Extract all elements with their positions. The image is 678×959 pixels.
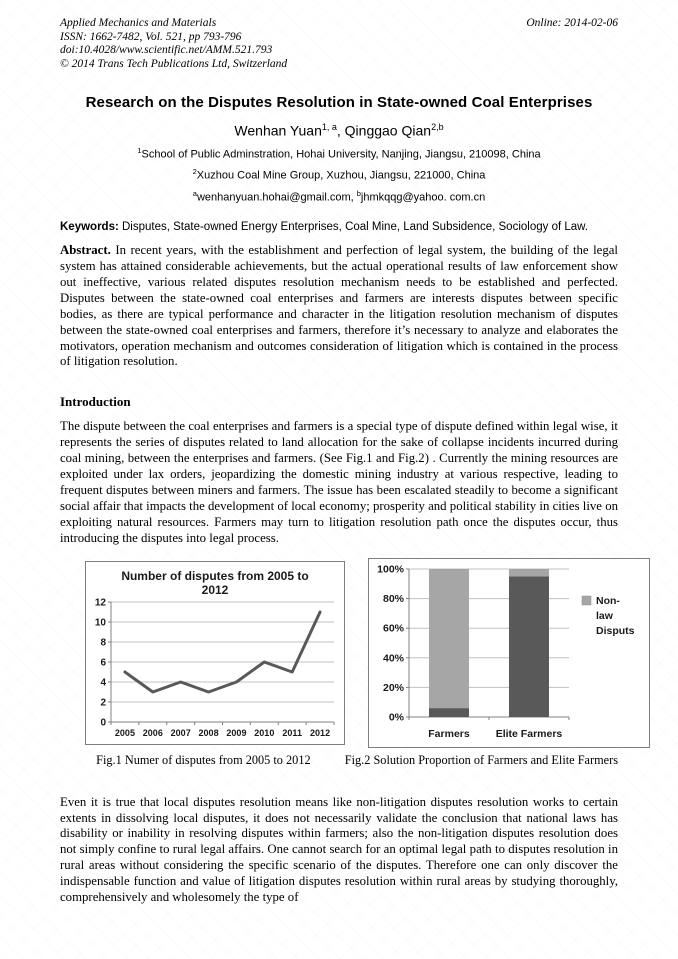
emails-line <box>60 189 618 204</box>
svg-text:10: 10 <box>94 617 106 629</box>
svg-text:2005: 2005 <box>114 727 135 738</box>
svg-text:2011: 2011 <box>282 727 302 738</box>
doi-line: doi:10.4028/www.scientific.net/AMM.521.793 <box>60 44 273 56</box>
svg-text:2010: 2010 <box>254 727 275 738</box>
figures-row <box>85 558 635 748</box>
figure-2-caption: Fig.2 Solution Proportion of Farmers and Elite Farmers <box>344 752 618 767</box>
svg-text:2012: 2012 <box>310 727 331 738</box>
figure-1-plot-area <box>86 597 344 743</box>
figure-1-caption: Fig.1 Numer of disputes from 2005 to 2012 <box>96 752 311 767</box>
affiliation-text: Xuzhou Coal Mine Group, Xuzhou, Jiangsu, 221000, China <box>196 169 486 182</box>
svg-text:2008: 2008 <box>198 727 219 738</box>
svg-text:2007: 2007 <box>170 727 191 738</box>
journal-info-block <box>60 17 287 71</box>
affiliation-line <box>60 146 618 161</box>
introduction-paragraph: The dispute between the coal enterprises and farmers is a special type of dispute defined within legal wise, it represents the series of disputes related to land allocation for the sake of collapse incidents incurred during coal mining, between the enterprises and farmers. (See Fig.1 and Fig.2) . Currently the mining resources are exploited under lax orders, jeopardizing the domestic mining industry at various respective, leading to frequent disputes between miners and farmers. The issue has been escalated steadily to become a significant social affair that impacts the development of local economy; prosperity and political stability in cities live on exploiting natural resources. Farmers may turn to litigation resolution path once the disputes occur, thus introducing the disputes into legal process. <box>60 419 618 545</box>
svg-text:20%: 20% <box>382 681 404 694</box>
abstract-paragraph <box>60 243 618 370</box>
journal-header <box>60 17 618 71</box>
svg-text:0: 0 <box>100 717 106 729</box>
svg-text:60%: 60% <box>382 622 404 635</box>
svg-text:6: 6 <box>100 657 106 669</box>
svg-text:12: 12 <box>94 597 106 609</box>
email-superscript: a <box>192 188 197 198</box>
svg-text:0%: 0% <box>388 711 404 724</box>
figure-2-plot-area <box>369 559 649 747</box>
affiliation-superscript: 2 <box>192 167 197 177</box>
abstract-label: Abstract. <box>60 243 111 258</box>
author-superscript: 1, a <box>321 122 337 132</box>
paper-title: Research on the Disputes Resolution in State-owned Coal Enterprises <box>85 94 593 111</box>
author-name: Wenhan Yuan <box>234 122 322 139</box>
svg-text:100%: 100% <box>377 563 404 576</box>
figure-1-line-chart <box>85 561 345 745</box>
journal-name: Applied Mechanics and Materials <box>60 17 217 29</box>
email-address[interactable]: jhmkqqg@yahoo. com.cn <box>360 191 486 204</box>
figure-1-chart-title: Number of disputes from 2005 to 2012 <box>121 568 309 597</box>
keywords-label: Keywords: <box>60 220 119 233</box>
svg-text:80%: 80% <box>382 592 404 605</box>
svg-text:law: law <box>596 609 613 622</box>
author-separator: , <box>336 122 341 139</box>
svg-text:Disputs: Disputs <box>596 624 635 637</box>
svg-text:Elite Farmers: Elite Farmers <box>495 727 563 740</box>
svg-text:2: 2 <box>100 697 106 709</box>
svg-text:2006: 2006 <box>142 727 163 738</box>
affiliation-superscript: 1 <box>137 145 142 155</box>
keywords-text: Disputes, State-owned Energy Enterprises, Coal Mine, Land Subsidence, Sociology of Law. <box>118 220 589 233</box>
svg-text:Non-: Non- <box>596 594 620 607</box>
affiliation-line <box>60 167 618 182</box>
authors-line <box>60 122 618 139</box>
email-address[interactable]: wenhanyuan.hohai@gmail.com, <box>196 191 354 204</box>
figure-captions-row <box>85 753 618 768</box>
section-heading-introduction: Introduction <box>60 394 131 410</box>
email-superscript: b <box>356 188 361 198</box>
affiliation-text: School of Public Adminstration, Hohai University, Nanjing, Jiangsu, 210098, China <box>141 148 541 161</box>
figure-2-bar-chart <box>368 558 650 748</box>
author-name: Qinggao Qian <box>344 122 432 139</box>
svg-text:8: 8 <box>100 637 106 649</box>
author-superscript: 2,b <box>431 122 444 132</box>
abstract-text: In recent years, with the establishment and perfection of legal system, the building of the legal system has attained considerable achievements, but the actual operational results of law enforcement show out ineffective, various related disputes resolution mechanism needs to be established and perfected. Disputes between the state-owned coal enterprises and farmers are interests disputes between specific bodies, as there are typical performance and character in the litigation resolution mechanism of disputes between the state-owned coal enterprises and farmers, therefore it’s necessary to analyze and elaborates the motivators, operation mechanism and outcomes consideration of litigation which is contained in the process of litigation resolution. <box>60 243 618 369</box>
keywords-paragraph <box>60 220 618 235</box>
online-date: Online: 2014-02-06 <box>526 17 618 29</box>
svg-text:4: 4 <box>100 677 106 689</box>
svg-text:40%: 40% <box>382 651 404 664</box>
svg-text:Farmers: Farmers <box>428 727 470 740</box>
issn-line: ISSN: 1662-7482, Vol. 521, pp 793-796 <box>60 30 242 43</box>
svg-text:2009: 2009 <box>226 727 247 738</box>
copyright-line: © 2014 Trans Tech Publications Ltd, Switzerland <box>60 57 288 70</box>
closing-paragraph: Even it is true that local disputes resolution means like non-litigation disputes resolution works to certain extents in dissolving local disputes, it does not necessarily validate the conclusion that national laws has disability or inability in resolving disputes within farmers; also the non-litigation disputes resolution does not simply confine to rural legal affairs. One cannot search for an optimal legal path to disputes resolution in rural areas without considering the specific scenario of the disputes. Therefore one can only discover the indispensable function and value of litigation disputes resolution within rural areas by studying thoroughly, comprehensively and wholesomely the type of <box>60 794 618 905</box>
